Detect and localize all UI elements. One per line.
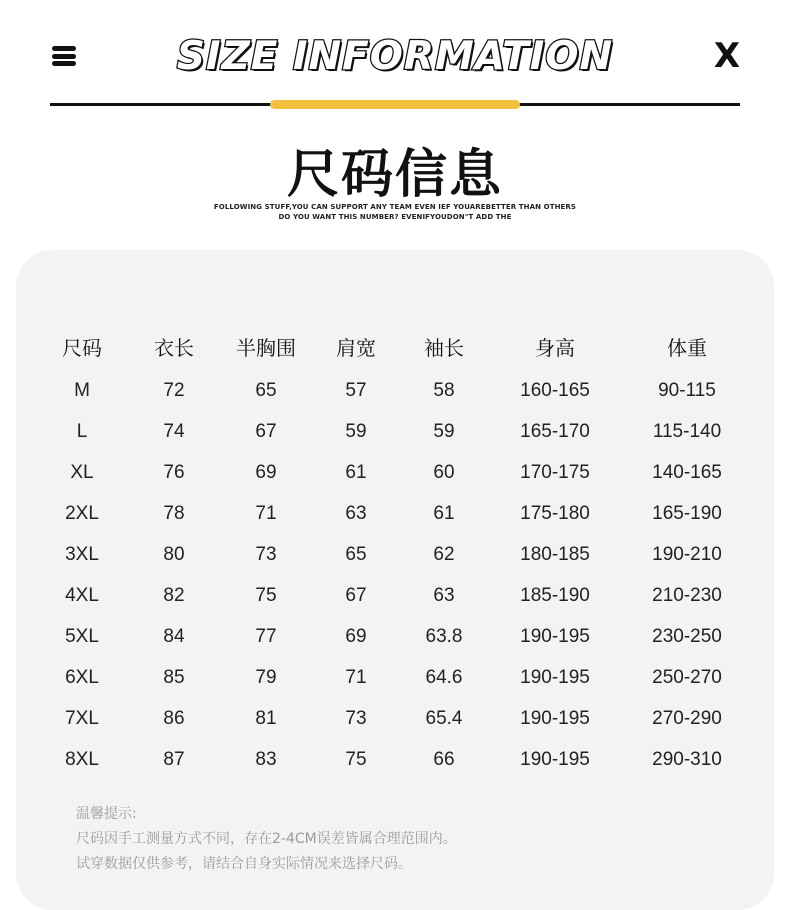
table-cell: 84	[163, 626, 185, 647]
table-cell: 67	[345, 585, 367, 606]
table-cell: 7XL	[65, 708, 99, 729]
table-cell: 79	[255, 667, 277, 688]
table-cell: 64.6	[425, 667, 463, 688]
table-cell: 87	[163, 749, 185, 770]
table-cell: 72	[163, 380, 185, 401]
table-cell: 77	[255, 626, 277, 647]
table-cell: 75	[255, 585, 277, 606]
table-cell: 165-170	[520, 421, 590, 442]
table-cell: 59	[433, 421, 455, 442]
table-cell: 61	[433, 503, 455, 524]
table-cell: XL	[70, 462, 94, 483]
page-title-en: SIZE INFORMATION	[176, 34, 614, 79]
table-cell: 175-180	[520, 503, 590, 524]
notes	[76, 802, 457, 877]
column-header: 身高	[535, 336, 575, 360]
table-cell: 71	[255, 503, 277, 524]
table-cell: 140-165	[652, 462, 722, 483]
table-cell: 78	[163, 503, 185, 524]
table-cell: 74	[163, 421, 185, 442]
column-header: 袖长	[424, 336, 464, 360]
table-cell: 165-190	[652, 503, 722, 524]
column-header: 半胸围	[236, 336, 296, 360]
notes-line-2: 试穿数据仅供参考，请结合自身实际情况来选择尺码。	[76, 856, 412, 872]
table-cell: 81	[255, 708, 277, 729]
column-header: 衣长	[154, 336, 194, 360]
table-cell: 75	[345, 749, 367, 770]
subtitle-line-1: FOLLOWING STUFF,YOU CAN SUPPORT ANY TEAM EVEN IEF YOUAREBETTER THAN OTHERS	[213, 203, 577, 211]
table-cell: 170-175	[520, 462, 590, 483]
table-cell: 63	[345, 503, 367, 524]
table-cell: 4XL	[65, 585, 99, 606]
table-cell: 62	[433, 544, 455, 565]
table-cell: 83	[255, 749, 277, 770]
page-title-cn: 尺码信息	[286, 145, 503, 205]
table-cell: 71	[345, 667, 367, 688]
table-cell: 80	[163, 544, 185, 565]
table-cell: 190-210	[652, 544, 722, 565]
table-cell: 82	[163, 585, 185, 606]
table-cell: 3XL	[65, 544, 99, 565]
table-cell: 190-195	[520, 667, 590, 688]
table-cell: 6XL	[65, 667, 99, 688]
table-cell: 73	[345, 708, 367, 729]
table-cell: 59	[345, 421, 367, 442]
table-cell: 65	[345, 544, 367, 565]
table-cell: 210-230	[652, 585, 722, 606]
table-cell: 76	[163, 462, 185, 483]
table-cell: 66	[433, 749, 455, 770]
table-cell: 2XL	[65, 503, 99, 524]
column-header: 肩宽	[336, 336, 376, 360]
table-cell: 63.8	[425, 626, 463, 647]
table-cell: 65	[255, 380, 277, 401]
table-cell: 67	[255, 421, 277, 442]
header-divider-accent	[270, 100, 520, 109]
table-cell: 8XL	[65, 749, 99, 770]
close-icon[interactable]: X	[713, 36, 741, 76]
table-cell: L	[76, 421, 88, 442]
table-cell: 190-195	[520, 626, 590, 647]
table-cell: 190-195	[520, 749, 590, 770]
table-cell: 190-195	[520, 708, 590, 729]
table-cell: 185-190	[520, 585, 590, 606]
hamburger-menu-icon[interactable]	[52, 46, 76, 66]
column-header: 尺码	[62, 336, 102, 360]
table-cell: 270-290	[652, 708, 722, 729]
table-cell: M	[74, 380, 90, 401]
table-cell: 58	[433, 380, 455, 401]
notes-title: 温馨提示:	[76, 806, 137, 822]
column-header: 体重	[667, 336, 707, 360]
table-cell: 90-115	[658, 380, 716, 401]
header	[0, 0, 790, 120]
table-cell: 115-140	[652, 421, 722, 442]
notes-line-1: 尺码因手工测量方式不同，存在2-4CM误差皆属合理范围内。	[76, 831, 457, 847]
table-cell: 230-250	[652, 626, 722, 647]
table-cell: 65.4	[425, 708, 463, 729]
table-cell: 86	[163, 708, 185, 729]
table-cell: 250-270	[652, 667, 722, 688]
subtitle-line-2: DO YOU WANT THIS NUMBER? EVENIFYOUDON"T ADD THE	[278, 213, 512, 221]
table-cell: 5XL	[65, 626, 99, 647]
table-cell: 69	[255, 462, 277, 483]
table-cell: 73	[255, 544, 277, 565]
table-cell: 61	[345, 462, 367, 483]
table-cell: 85	[163, 667, 185, 688]
table-cell: 69	[345, 626, 367, 647]
table-cell: 290-310	[652, 749, 722, 770]
table-cell: 180-185	[520, 544, 590, 565]
table-cell: 160-165	[520, 380, 590, 401]
table-cell: 63	[433, 585, 455, 606]
table-cell: 57	[345, 380, 367, 401]
table-cell: 60	[433, 462, 455, 483]
